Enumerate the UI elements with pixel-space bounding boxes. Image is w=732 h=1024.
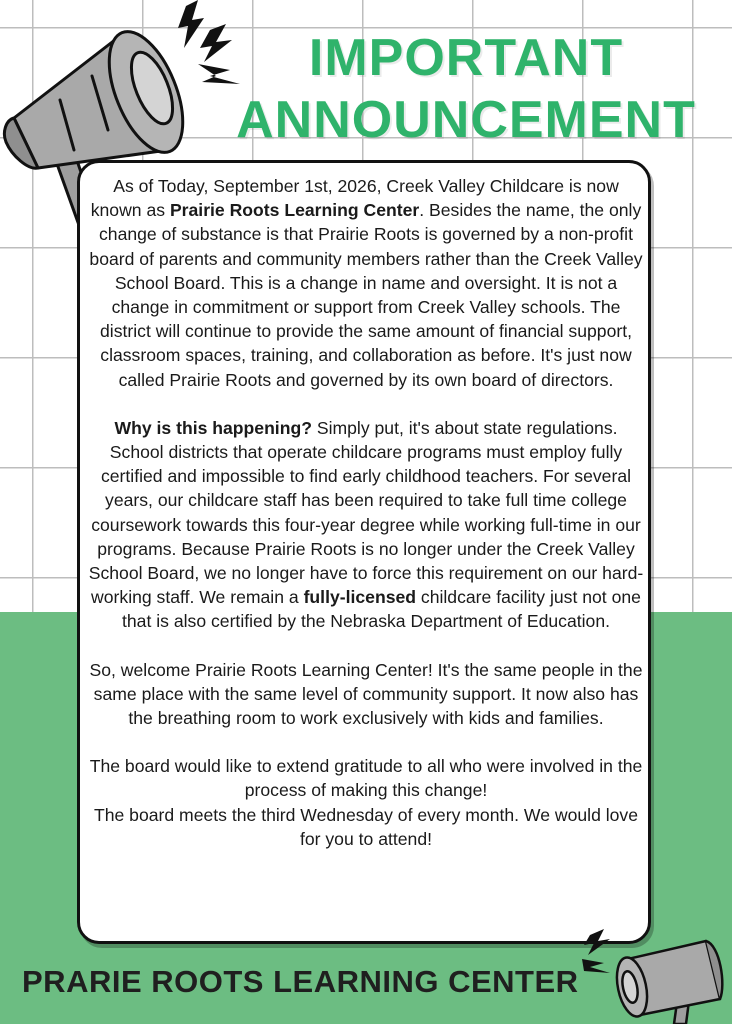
title-line-important: IMPORTANT (308, 29, 624, 87)
megaphone-small-icon (580, 915, 732, 1024)
paragraph-gratitude: The board would like to extend gratitude to all who were involved in the process of making this change! (89, 756, 643, 801)
paragraph-why: Why is this happening? Simply put, it's about state regulations. School districts that operate childcare programs must employ fully certified and impossible to find early childhood teachers. For several years, our childcare staff has been required to take full time college coursework towards this four-year degree while working full-time in our programs. Because Prairie Roots is no longer under the Creek Valley School Board, we no longer have to force this requirement on our hard-working staff. We remain a fully-licensed childcare facility just not one that is also certified by the Nebraska Department of Education. (88, 417, 644, 632)
announcement-body (88, 174, 644, 851)
paragraph-welcome: So, welcome Prairie Roots Learning Center! It's the same people in the same place with the same level of community support. It now also has the breathing room to work exclusively with kids and families. (89, 659, 643, 729)
paragraph-name-change: As of Today, September 1st, 2026, Creek Valley Childcare is now known as Prairie Roots Learning Center. Besides the name, the only change of substance is that Prairie Roots is governed by a non-profit board of parents and community members rather than the Creek Valley School Board. This is a change in name and oversight. It is not a change in commitment or support from Creek Valley schools. The district will continue to provide the same amount of financial support, classroom spaces, training, and collaboration as before. It's just now called Prairie Roots and governed by its own board of directors. (89, 176, 643, 390)
footer-org-name: PRARIE ROOTS LEARNING CENTER (22, 964, 579, 999)
fully-licensed-text: fully-licensed (303, 587, 417, 608)
why-heading: Why is this happening? (114, 417, 312, 438)
new-center-name: Prairie Roots Learning Center (169, 200, 420, 221)
title-line-announcement: ANNOUNCEMENT (236, 91, 696, 149)
paragraph-meeting: The board meets the third Wednesday of every month. We would love for you to attend! (93, 804, 639, 849)
